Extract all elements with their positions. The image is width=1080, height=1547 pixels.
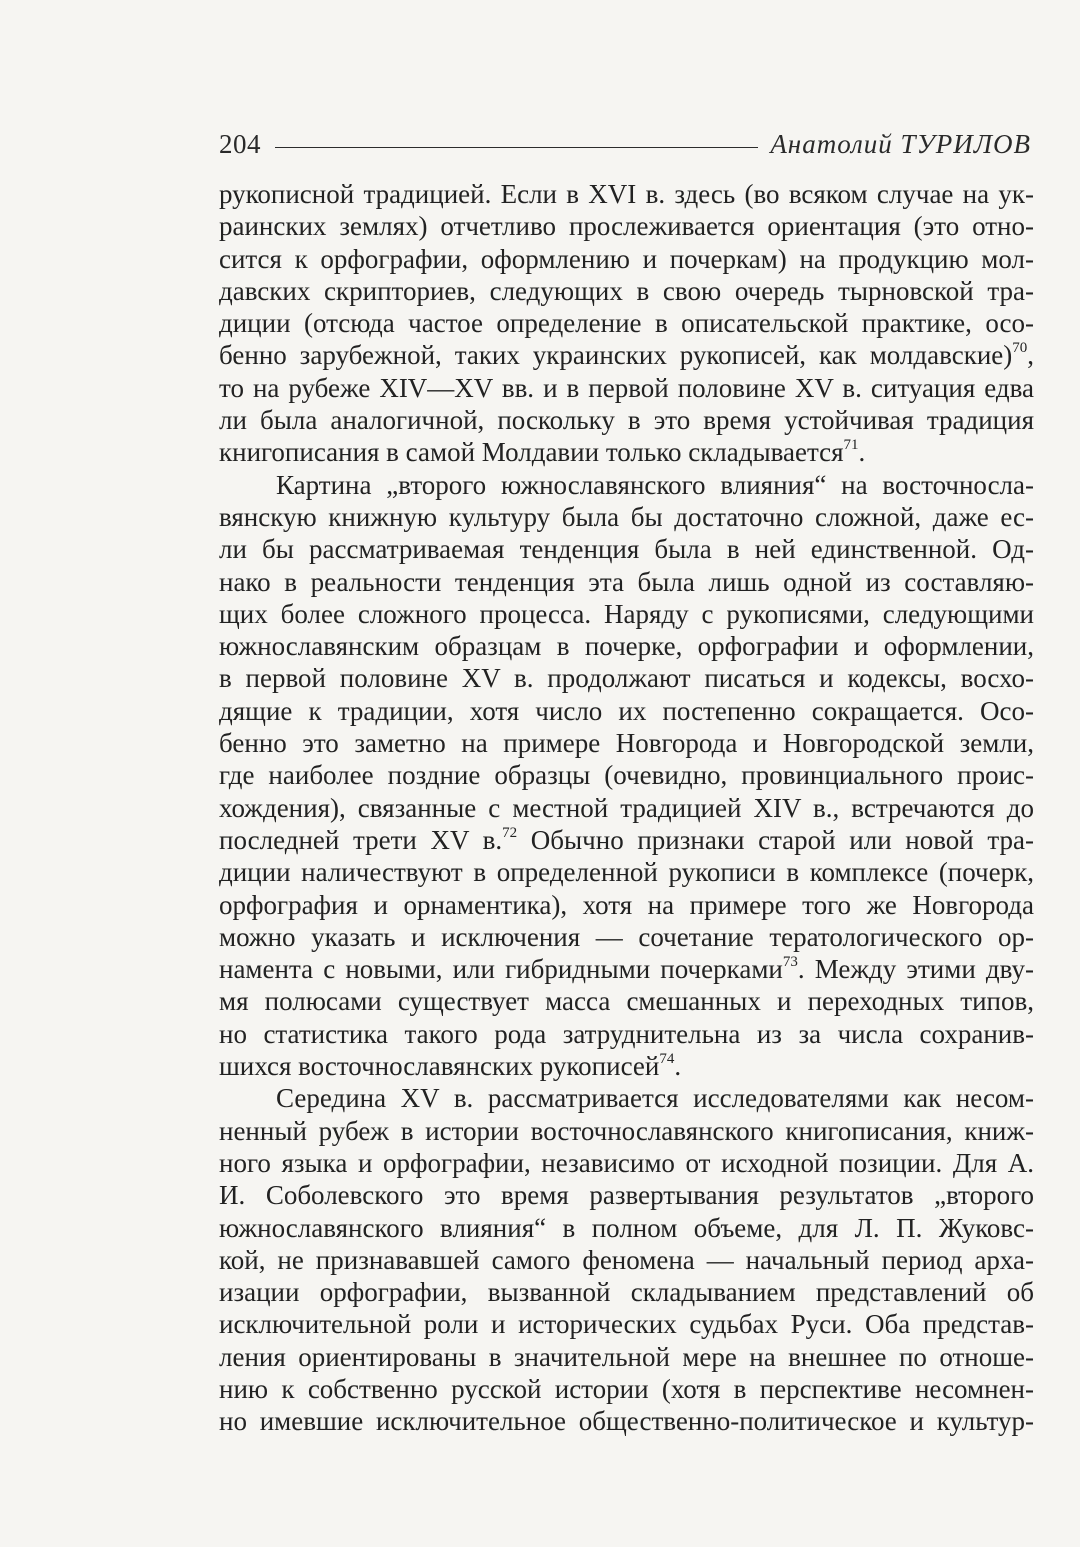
paragraph-1 (219, 178, 1034, 469)
text-line: южнославянским образцам в почерке, орфографии и оформлении, (219, 631, 1034, 662)
text-line: мя полюсами существует масса смешанных и переходных типов, (219, 986, 1034, 1017)
text-line: нако в реальности тенденция эта была лишь одной из составляю- (219, 566, 1034, 597)
paragraph-2 (219, 469, 1034, 1083)
text-line: но статистика такого рода затруднительна из за числа сохранив- (219, 1018, 1034, 1049)
text-line-tail: , (1027, 340, 1034, 371)
footnote-ref-72: 72 (502, 824, 518, 841)
text-line: хождения), связанные с местной традицией XIV в., встречаются до (219, 792, 1034, 823)
text-line-with-note (219, 436, 1034, 468)
text-line-tail: . Между этими дву- (797, 954, 1034, 985)
text-line: щих более сложного процесса. Наряду с рукописями, следующими (219, 598, 1034, 629)
text-line-body: последней трети XV в. (219, 824, 503, 855)
text-line-body: намента с новыми, или гибридными почерками (219, 954, 783, 985)
text-line-with-note (219, 339, 1034, 371)
text-line-body: шихся восточнославянских рукописей (219, 1051, 660, 1082)
footnote-ref-71: 71 (843, 437, 859, 454)
text-line: бенно это заметно на примере Новгорода и Новгородской земли, (219, 728, 1034, 759)
body-text (219, 178, 1034, 1438)
header-rule (275, 147, 758, 148)
text-line: но имевшие исключительное общественно-политическое и культур- (219, 1406, 1034, 1437)
text-line: Картина „второго южнославянского влияния“ на восточносла- (276, 469, 1034, 500)
text-line: И. Соболевского это время развертывания результатов „второго (219, 1180, 1034, 1211)
text-line-tail: Обычно признаки старой или новой тра- (517, 824, 1035, 855)
text-line: южнославянского влияния“ в полном объеме, для Л. П. Жуковс- (219, 1212, 1034, 1243)
text-line: рукописной традицией. Если в XVI в. здесь (во всяком случае на ук- (219, 179, 1034, 209)
text-line-with-note (219, 953, 1034, 985)
text-line: Середина XV в. рассматривается исследователями как несом- (276, 1083, 1034, 1114)
text-line: вянскую книжную культуру была бы достаточно сложной, даже ес- (219, 501, 1034, 532)
text-line-with-note (219, 824, 1034, 856)
text-line: ного языка и орфографии, независимо от исходной позиции. Для А. (219, 1147, 1034, 1178)
text-line: то на рубеже XIV—XV вв. и в первой половине XV в. ситуация едва (219, 372, 1034, 403)
text-line: исключительной роли и исторических судьбах Руси. Оба представ- (219, 1309, 1034, 1340)
text-line: кой, не признававшей самого феномена — начальный период арха- (219, 1244, 1034, 1275)
text-line-body: книгописания в самой Молдавии только складывается (219, 437, 844, 468)
text-line-with-note (219, 1050, 1034, 1082)
text-line: орфография и орнаментика), хотя на примере того же Новгорода (219, 889, 1034, 920)
text-line: ли была аналогичной, поскольку в это время устойчивая традиция (219, 405, 1034, 436)
text-line-tail: . (674, 1051, 682, 1082)
text-line: в первой половине XV в. продолжают писаться и кодексы, восхо- (219, 663, 1034, 694)
text-line: ли бы рассматриваемая тенденция была в ней единственной. Од- (219, 534, 1034, 565)
footnote-ref-73: 73 (782, 954, 798, 971)
text-line: ления ориентированы в значительной мере на внешнее по отноше- (219, 1341, 1034, 1372)
text-line: диции (отсюда частое определение в описательской практике, осо- (219, 308, 1034, 339)
text-line: раинских землях) отчетливо прослеживается ориентация (это отно- (219, 211, 1034, 242)
running-head (219, 124, 1031, 164)
text-line: ненный рубеж в истории восточнославянского книгописания, книж- (219, 1115, 1034, 1146)
page-number: 204 (219, 128, 261, 159)
text-line: диции наличествуют в определенной рукописи в комплексе (почерк, (219, 857, 1034, 888)
text-line: изации орфографии, вызванной складыванием представлений об (219, 1277, 1034, 1308)
running-head-author: Анатолий ТУРИЛОВ (770, 128, 1031, 159)
text-line-body: бенно зарубежной, таких украинских рукописей, как молдавские) (219, 340, 1013, 371)
text-line: давских скрипториев, следующих в свою очередь тырновской тра- (219, 275, 1034, 306)
text-line: где наиболее поздние образцы (очевидно, провинциального проис- (219, 760, 1034, 791)
paragraph-3 (219, 1082, 1034, 1437)
text-line: дящие к традиции, хотя число их постепенно сокращается. Осо- (219, 695, 1034, 726)
text-line: можно указать и исключения — сочетание тератологического ор- (219, 921, 1034, 952)
text-line: нию к собственно русской истории (хотя в перспективе несомнен- (219, 1373, 1034, 1404)
text-line-tail: . (858, 437, 866, 468)
footnote-ref-70: 70 (1012, 340, 1028, 357)
text-line: сится к орфографии, оформлению и почеркам) на продукцию мол- (219, 243, 1034, 274)
footnote-ref-74: 74 (659, 1051, 675, 1068)
